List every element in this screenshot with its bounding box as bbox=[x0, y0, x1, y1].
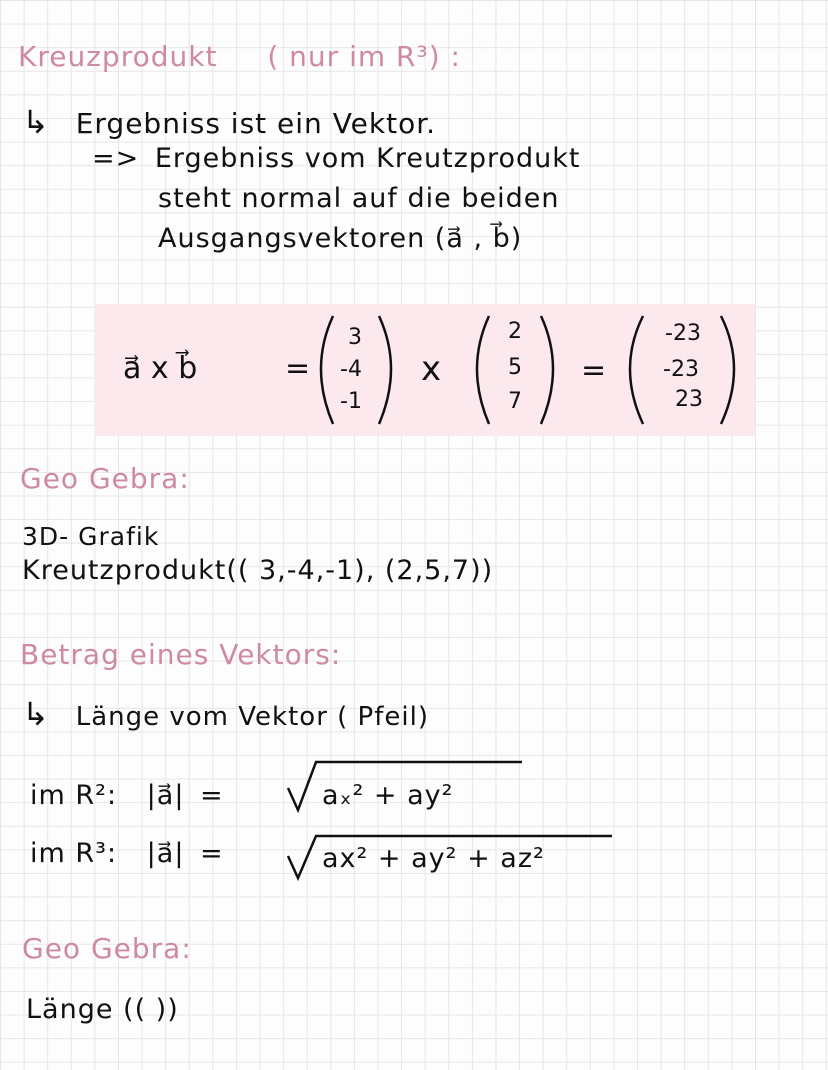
vector-b-c1: 2 bbox=[508, 319, 522, 344]
r2-eq: = bbox=[200, 780, 224, 811]
geogebra1-line-1: 3D- Grafik bbox=[22, 522, 160, 551]
implies-line-1 bbox=[92, 143, 580, 174]
geogebra-heading-2: Geo Gebra: bbox=[22, 932, 192, 965]
vector-b-c2: 5 bbox=[508, 355, 522, 380]
vector-result-c1: -23 bbox=[665, 321, 701, 346]
implies-line-3 bbox=[158, 223, 522, 254]
cross-product-formula bbox=[95, 304, 755, 436]
vector-result-left-paren bbox=[630, 316, 643, 424]
betrag-text: Länge vom Vektor ( Pfeil) bbox=[75, 702, 429, 732]
r2-radicand: aₓ² + ay² bbox=[322, 780, 454, 811]
r2-formula bbox=[30, 780, 224, 811]
r3-eq: = bbox=[200, 838, 224, 869]
equals-1: = bbox=[285, 351, 311, 386]
section-title bbox=[18, 40, 461, 73]
betrag-line bbox=[22, 695, 429, 733]
r2-lhs: |a⃗| bbox=[146, 780, 185, 811]
implies-arrow-icon: => bbox=[92, 143, 140, 174]
implies-text-2: steht normal auf die beiden bbox=[158, 183, 560, 214]
lhs-text: a⃗ x b⃗ bbox=[123, 351, 198, 386]
return-arrow-icon: ↳ bbox=[22, 103, 50, 141]
title-note: ( nur im R³) : bbox=[267, 40, 461, 73]
implies-text-1: Ergebniss vom Kreutzprodukt bbox=[154, 143, 581, 174]
title-kreuzprodukt: Kreuzprodukt bbox=[18, 40, 218, 73]
result-text: Ergebniss ist ein Vektor. bbox=[75, 107, 437, 140]
vector-b-right-paren bbox=[541, 316, 553, 424]
implies-text-3: Ausgangsvektoren (a⃗ , b⃗) bbox=[158, 223, 523, 254]
vector-a-c2: -4 bbox=[340, 357, 362, 382]
vector-a-right-paren bbox=[379, 316, 391, 424]
geogebra-heading-1: Geo Gebra: bbox=[20, 462, 190, 495]
times-sign: x bbox=[421, 349, 442, 389]
implies-line-2 bbox=[158, 183, 559, 214]
equals-2: = bbox=[581, 353, 607, 388]
betrag-title: Betrag eines Vektors: bbox=[20, 638, 342, 671]
geogebra1-line-2: Kreutzprodukt(( 3,-4,-1), (2,5,7)) bbox=[22, 555, 494, 586]
return-arrow-icon-2: ↳ bbox=[22, 695, 50, 733]
r3-lhs: |a⃗| bbox=[146, 838, 185, 869]
r3-radicand: ax² + ay² + az² bbox=[322, 843, 545, 874]
vector-b-c3: 7 bbox=[508, 389, 522, 414]
vector-a-c3: -1 bbox=[340, 389, 362, 414]
vector-b-left-paren bbox=[477, 316, 489, 424]
vector-result-c2: -23 bbox=[663, 357, 699, 382]
result-line bbox=[22, 103, 436, 141]
vector-result-right-paren bbox=[721, 316, 734, 424]
r2-label: im R²: bbox=[30, 780, 118, 811]
vector-result-c3: 23 bbox=[675, 387, 703, 412]
r3-formula bbox=[30, 838, 224, 869]
vector-a-c1: 3 bbox=[348, 325, 362, 350]
geogebra2-line: Länge (( )) bbox=[26, 994, 179, 1025]
vector-a-left-paren bbox=[321, 316, 333, 424]
r3-label: im R³: bbox=[30, 838, 118, 869]
